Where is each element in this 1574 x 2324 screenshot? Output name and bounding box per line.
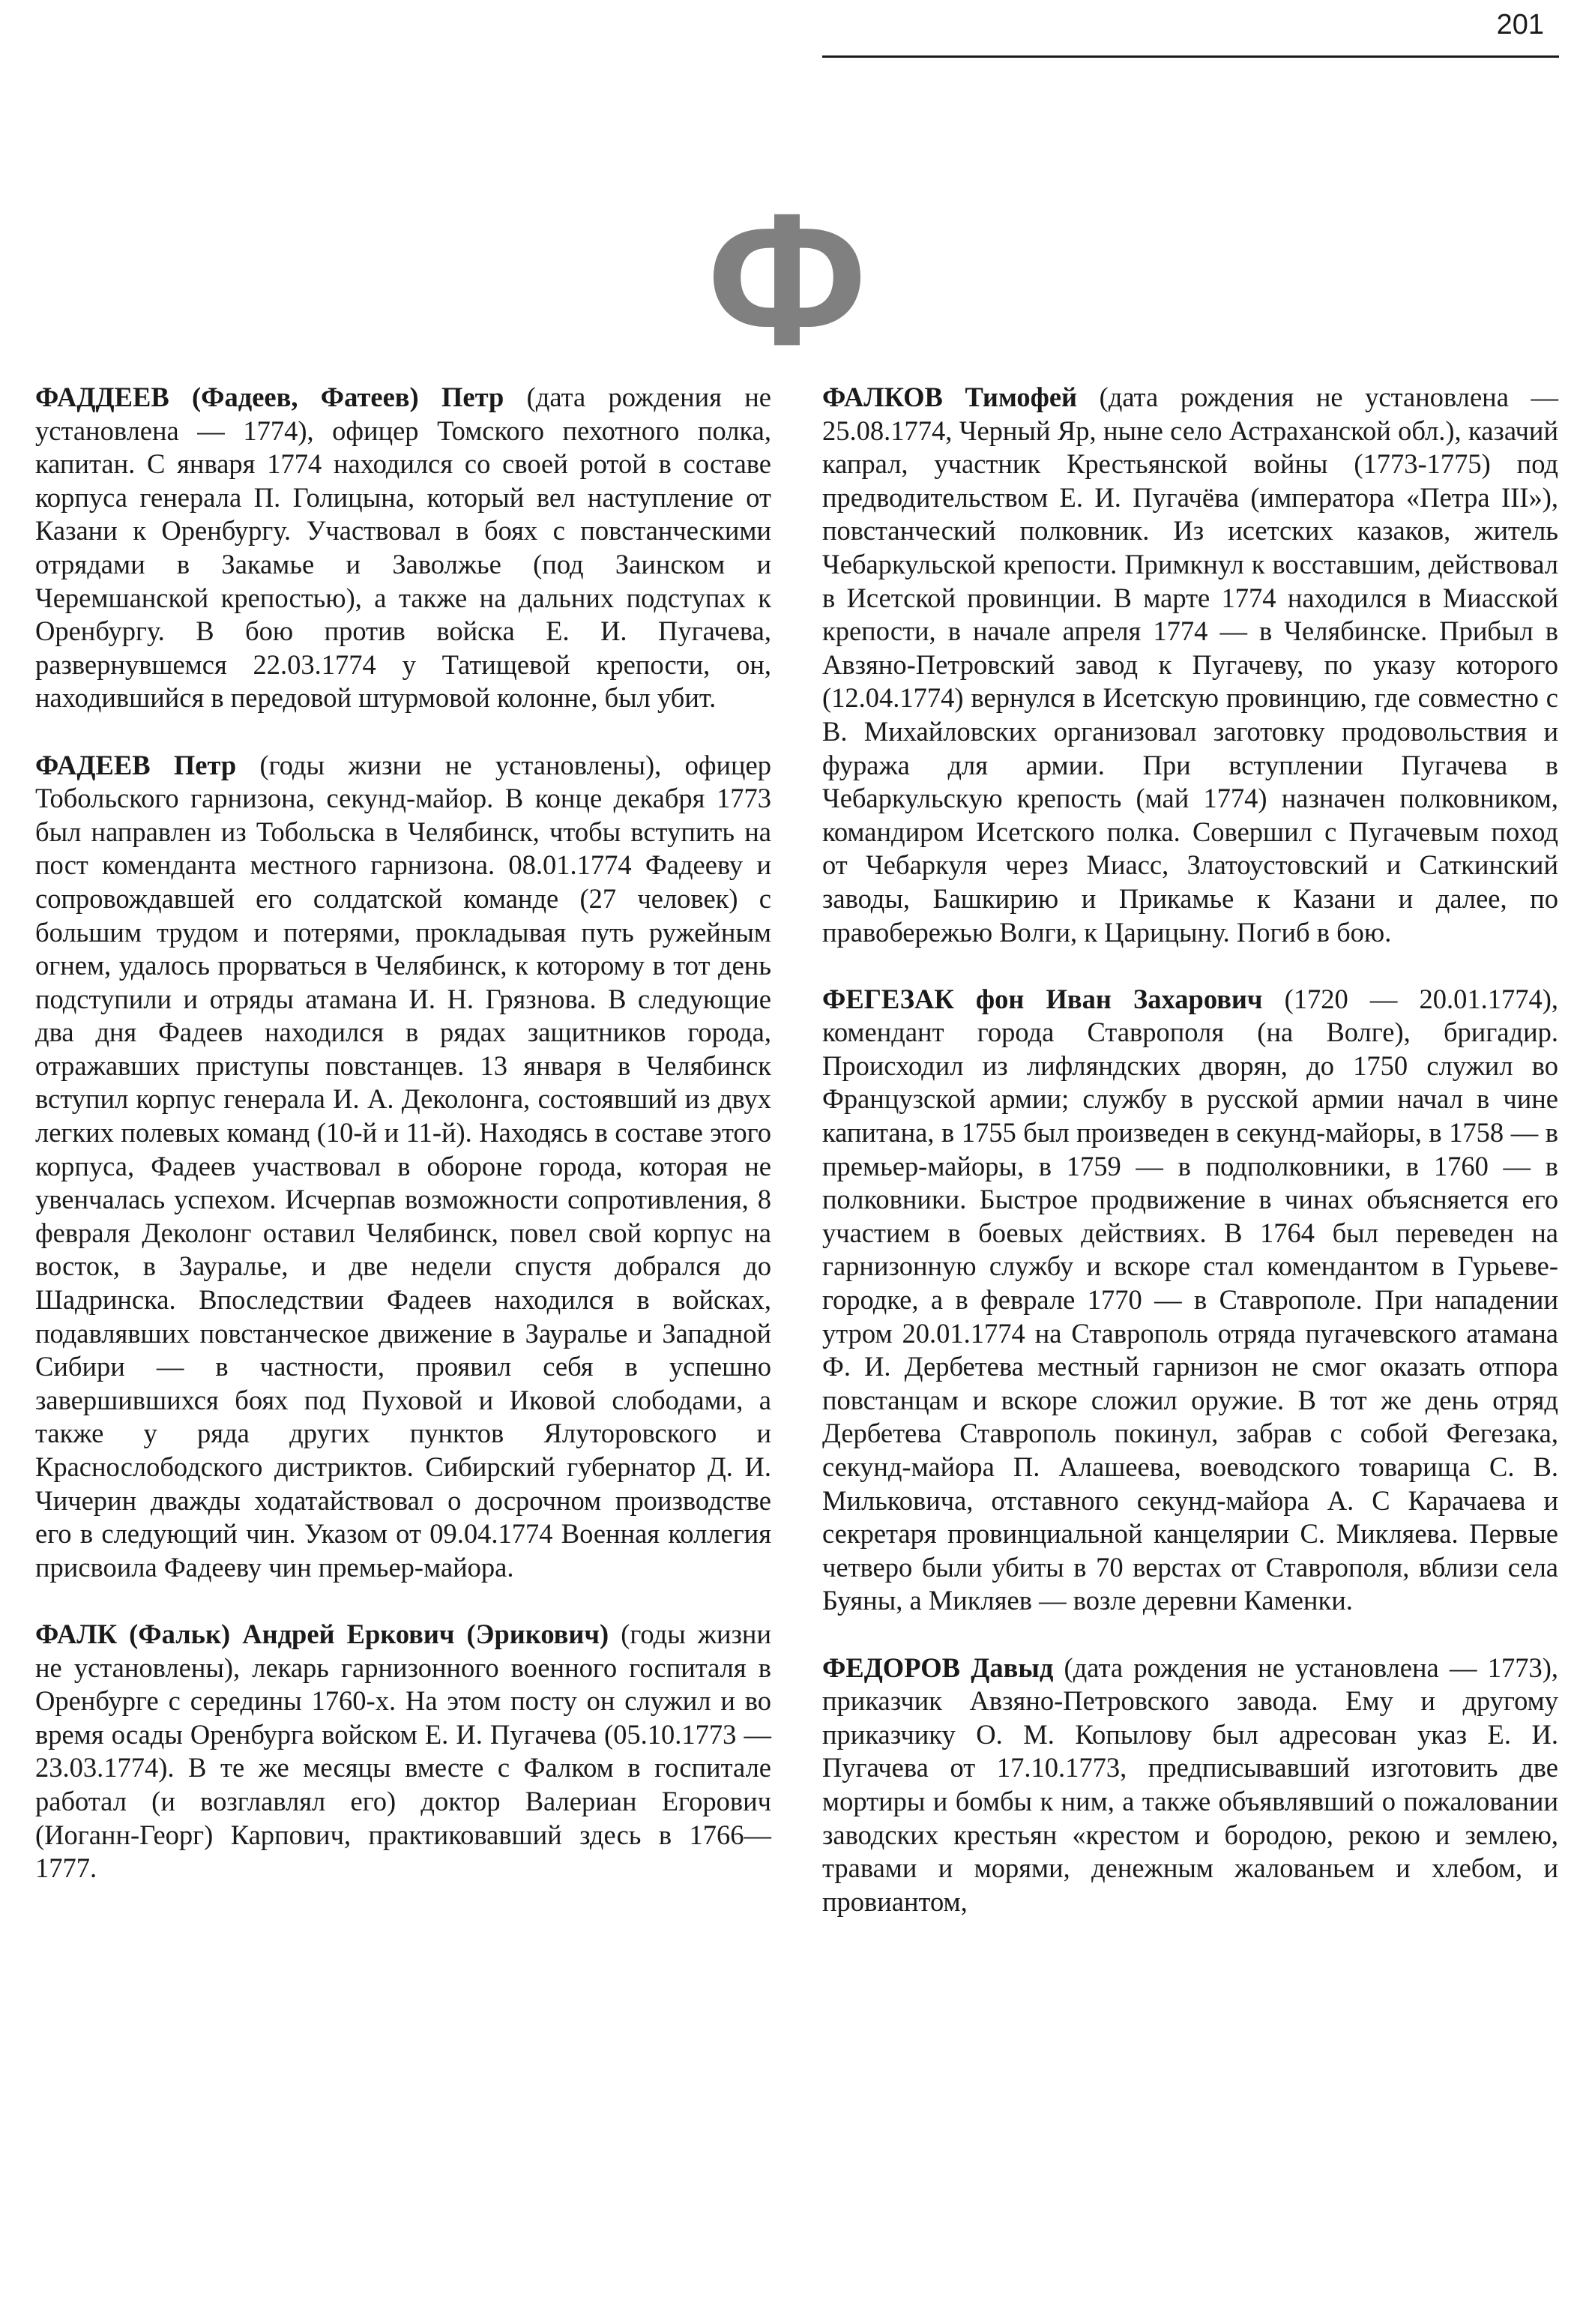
page-number: 201 (1496, 9, 1544, 40)
entry-heading: ФАЛК (Фальк) Андрей Еркович (Эрикович) (35, 1618, 609, 1649)
entry-heading: ФЕДОРОВ Давыд (822, 1652, 1054, 1683)
entry-falkov (822, 381, 1558, 949)
entry-text: (дата рождения не установлена — 1774), офицер Томского пехотного полка, капитан. С января 1774 находился со своей ротой в составе корпуса генерала П. Голицына, который вел наступление от Казани к Оренбургу. Участвовал в боях с повстанческими отрядами в Закамье и Заволжье (под Заинском и Черемшанской крепостью), а также на дальних подступах к Оренбургу. В бою против войска Е. И. Пугачева, развернувшемся 22.03.1774 у Татищевой крепости, он, находившийся в передовой штурмовой колонне, был убит. (35, 382, 772, 714)
entry-text: (дата рождения не установлена — 1773), приказчик Авзяно-Петровского завода. Ему и другому приказчику О. М. Копылову был адресован указ Е. И. Пугачева от 17.10.1773, предписывавший изготовить две мортиры и бомбы к ним, а также объявлявший о пожаловании заводских крестьян «крестом и бородою, рекою и землею, травами и морями, денежным жалованьем и хлебом, и провиантом, (822, 1652, 1559, 1917)
entry-heading: ФАДДЕЕВ (Фадеев, Фатеев) Петр (35, 382, 504, 412)
header-rule (822, 55, 1559, 58)
entry-fedorov (822, 1652, 1558, 1919)
right-column (822, 381, 1558, 1952)
entry-text: (годы жизни не установлены), офицер Тобольского гарнизона, секунд-майор. В конце декабря 1773 был направлен из Тобольска в Челябинск, чтобы вступить на пост коменданта местного гарнизона. 08.01.1774 Фадееву и сопровождавшей его солдатской команде (27 человек) с большим трудом и потерями, прокладывая путь ружейным огнем, удалось прорваться в Челябинск, к которому в тот день подступили и отряды атамана И. Н. Грязнова. В следующие два дня Фадеев находился в рядах защитников города, отражавших приступы повстанцев. 13 января в Челябинск вступил корпус генерала И. А. Деколонга, состоявший из двух легких полевых команд (10-й и 11-й). Находясь в составе этого корпуса, Фадеев участвовал в обороне города, которая не увенчалась успехом. Исчерпав возможности сопротивления, 8 февраля Деколонг оставил Челябинск, повел свой корпус на восток, в Зауралье, и две недели спустя добрался до Шадринска. Впоследствии Фадеев находился в войсках, подавлявших повстанческое движение в Зауралье и Западной Сибири — в частности, проявил себя в успешно завершившихся боях под Пуховой и Иковой слободами, а также у ряда других пунктов Ялуторовского и Краснослободского дистриктов. Сибирский губернатор Д. И. Чичерин дважды ходатайствовал о досрочном производстве его в следующий чин. Указом от 09.04.1774 Военная коллегия присвоила Фадееву чин премьер-майора. (35, 749, 772, 1583)
entry-faddeev (35, 381, 771, 715)
entry-heading: ФАДЕЕВ Петр (35, 749, 237, 780)
entry-fegezak (822, 983, 1558, 1618)
left-column (35, 381, 771, 1918)
entry-heading: ФАЛКОВ Тимофей (822, 382, 1078, 412)
entry-text: (1720 — 20.01.1774), комендант города Ставрополя (на Волге), бригадир. Происходил из лифляндских дворян, до 1750 служил во Французской армии; службу в русской армии начал в чине капитана, в 1755 был произведен в секунд-майоры, в 1758 — в премьер-майоры, в 1759 — в подполковники, в 1760 — в полковники. Быстрое продвижение в чинах объясняется его участием в боевых действиях. В 1764 был переведен на гарнизонную службу и вскоре стал комендантом в Гурьеве-городке, а в феврале 1770 — в Ставрополе. При нападении утром 20.01.1774 на Ставрополь отряда пугачевского атамана Ф. И. Дербетева местный гарнизон не смог оказать отпора повстанцам и вскоре сложил оружие. В тот же день отряд Дербетева Ставрополь покинул, забрав с собой Фегезака, секунд-майора П. Алашеева, воеводского товарища С. В. Мильковича, отставного секунд-майора А. С Карачаева и секретаря провинциальной канцелярии С. Микляева. Первые четверо были убиты в 70 верстах от Ставрополя, вблизи села Буяны, а Микляев — возле деревни Каменки. (822, 983, 1559, 1616)
section-letter: Ф (707, 175, 867, 384)
entry-text: (дата рождения не установлена — 25.08.1774, Черный Яр, ныне село Астраханской обл.), казачий капрал, участник Крестьянской войны (1773-1775) под предводительством Е. И. Пугачёва (императора «Петра III»), повстанческий полковник. Из исетских казаков, житель Чебаркульской крепости. Примкнул к восставшим, действовал в Исетской провинции. В марте 1774 находился в Миасской крепости, в начале апреля 1774 — в Челябинске. Прибыл в Авзяно-Петровский завод к Пугачеву, по указу которого (12.04.1774) вернулся в Исетскую провинцию, где совместно с В. Михайловских организовал заготовку продовольствия и фуража для армии. При вступлении Пугачева в Чебаркульскую крепость (май 1774) назначен полковником, командиром Исетского полка. Совершил с Пугачевым поход от Чебаркуля через Миасс, Златоустовский и Саткинский заводы, Башкирию и Прикамье к Казани и далее, по правобережью Волги, к Царицыну. Погиб в бою. (822, 382, 1559, 948)
entry-text: (годы жизни не установлены), лекарь гарнизонного военного госпиталя в Оренбурге с середины 1760-х. На этом посту он служил и во время осады Оренбурга войском Е. И. Пугачева (05.10.1773 — 23.03.1774). В те же месяцы вместе с Фалком в госпитале работал (и возглавлял его) доктор Валериан Егорович (Иоганн-Георг) Карпович, практиковавший здесь в 1766—1777. (35, 1618, 771, 1884)
entry-heading: ФЕГЕЗАК фон Иван Захарович (822, 983, 1263, 1014)
entry-fadeev (35, 749, 771, 1585)
entry-falk (35, 1618, 771, 1885)
